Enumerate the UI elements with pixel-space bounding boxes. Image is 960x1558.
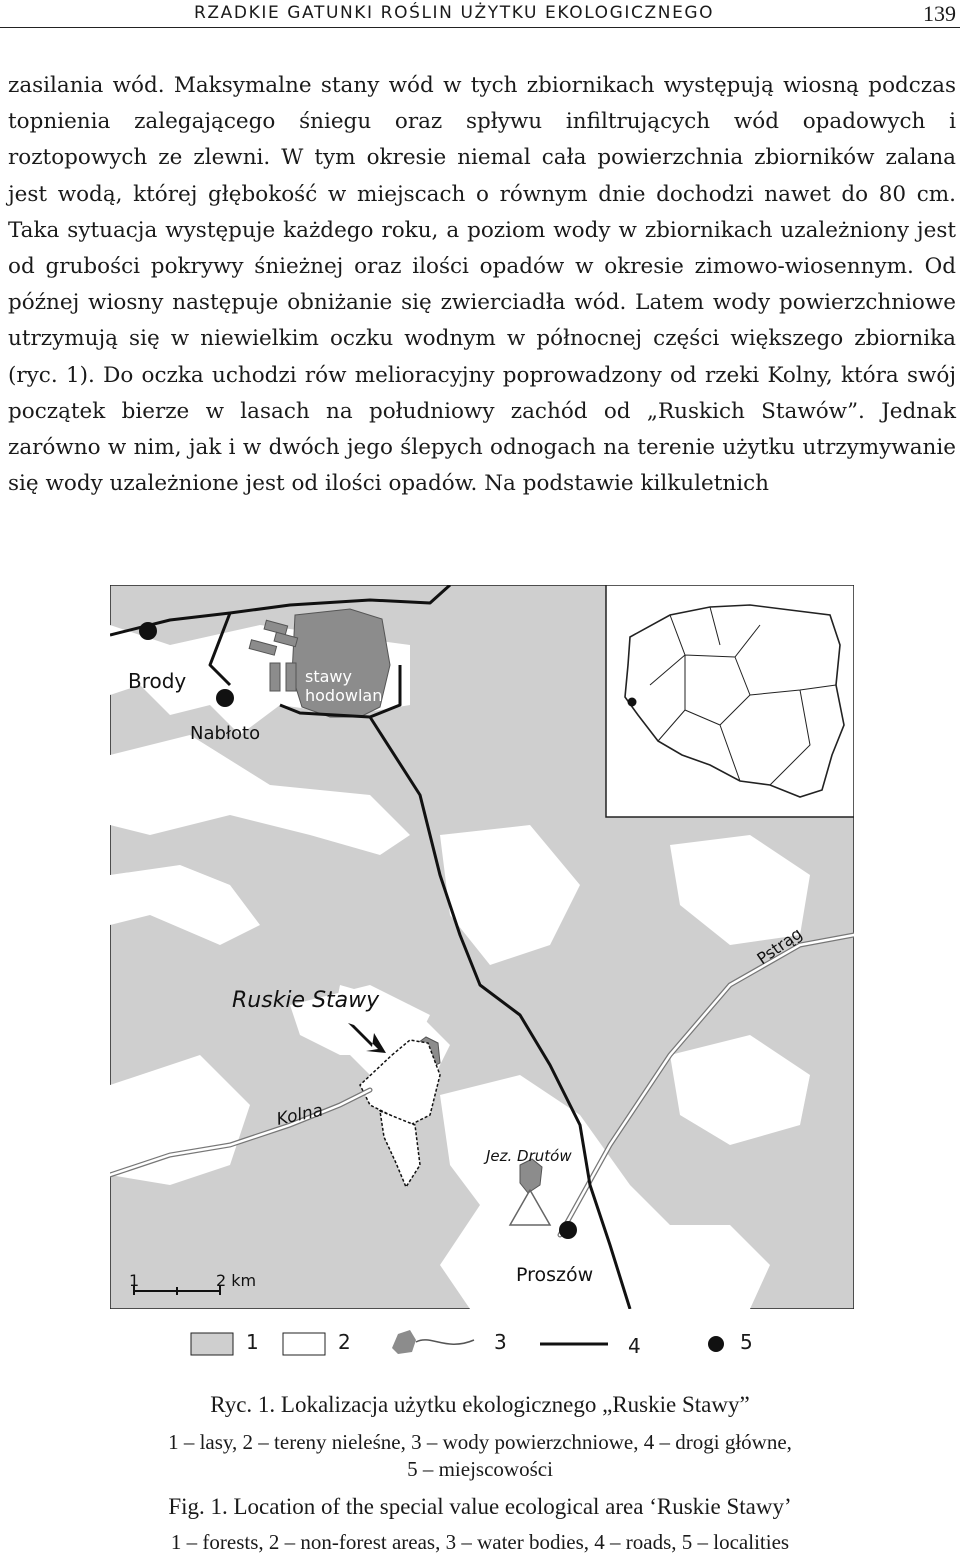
legend-swatch-road [538,1332,610,1356]
caption-en-legend: 1 – forests, 2 – non-forest areas, 3 – water bodies, 4 – roads, 5 – localities [170,1530,790,1554]
legend-label-2: 2 [338,1330,351,1354]
legend-label-4: 4 [628,1334,641,1358]
label-scale-1: 1 [129,1271,140,1290]
label-jez-drutow: Jez. Drutów [486,1147,572,1165]
locality-dot-brody [139,622,157,640]
running-title: RZADKIE GATUNKI ROŚLIN UŻYTKU EKOLOGICZNEGO [194,3,715,23]
caption-pl-legend-2: 5 – miejscowości [407,1457,553,1481]
legend-label-5: 5 [740,1330,753,1354]
label-ruskie-stawy: Ruskie Stawy [232,988,380,1013]
body-paragraph: zasilania wód. Maksymalne stany wód w tych zbiornikach występują wiosną podczas topnienia zalegającego śniegu oraz spływu infiltrujących wód opadowych i roztopowych ze zlewni. W tym okresie niemal cała powierzchnia zbiorników zalana jest wodą, której głębokość w miejscach o równym dnie dochodzi nawet do 80 cm. Taka sytuacja występuje każdego roku, a poziom wody w zbiornikach uzależniony jest od grubości pokrywy śnieżnej oraz ilości opadów w okresie zimowo-wiosennym. Od późnej wiosny następuje obniżanie się zwierciadła wód. Latem wody powierzchniowe utrzymują się w niewielkim oczku wodnym w północnej części większego zbiornika (ryc. 1). Do oczka uchodzi rów melioracyjny poprowadzony od rzeki Kolny, która swój początek bierze w lasach na południowy zachód od „Ruskich Stawów”. Jednak zarówno w nim, jak i w dwóch jego ślepych odnogach na terenie użytku utrzymywanie się wody uzależnione jest od ilości opadów. Na podstawie kilkuletnich [8,73,956,497]
legend-swatch-water [386,1326,476,1356]
legend-swatch-forest [190,1332,234,1356]
running-head [0,0,960,28]
label-brody: Brody [128,669,187,693]
inset-location-dot [628,698,637,707]
legend-swatch-locality [704,1332,728,1356]
location-map [110,585,854,1309]
caption-pl-legend-1: 1 – lasy, 2 – tereny nieleśne, 3 – wody powierzchniowe, 4 – drogi główne, [168,1430,792,1454]
legend-label-3: 3 [494,1330,507,1354]
label-nabloto: Nabłoto [190,723,261,744]
legend-label-1: 1 [246,1330,259,1354]
page-number: 139 [923,1,956,26]
label-stawy-2: hodowlane [305,686,393,705]
caption-en-title: Fig. 1. Location of the special value ecological area ‘Ruskie Stawy’ [168,1494,792,1519]
label-proszow: Proszów [516,1264,594,1286]
label-stawy-1: stawy [305,667,352,686]
inset-frame [606,585,854,817]
label-scale-2: 2 km [216,1271,257,1290]
label-kolna: Kolna [274,1100,325,1130]
legend-swatch-non-forest [282,1332,326,1356]
map-legend [190,1328,770,1360]
locality-dot-proszow [559,1221,577,1239]
poland-inset-map [606,585,854,817]
label-pstrag: Pstrąg [753,923,806,969]
caption-pl-title: Ryc. 1. Lokalizacja użytku ekologicznego „Ruskie Stawy” [210,1392,750,1417]
small-pond-5 [286,663,296,691]
locality-dot-nabloto [216,689,234,707]
small-pond-4 [270,663,280,691]
